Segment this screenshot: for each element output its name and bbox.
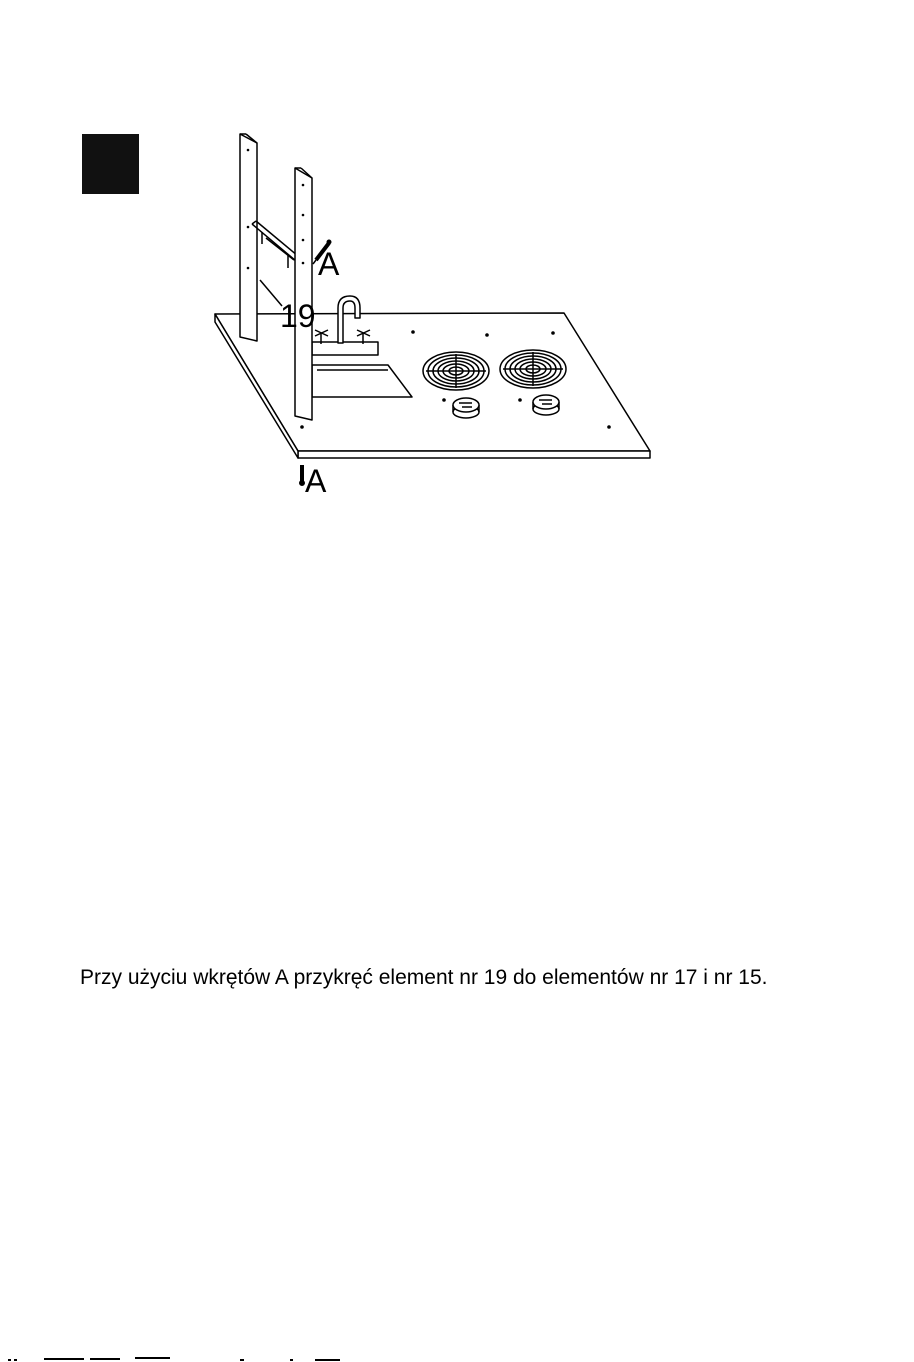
step-number-marker [82,134,139,194]
instruction-text: Przy użyciu wkrętów A przykręć element nr 19 do elementów nr 17 i nr 15. [80,966,768,989]
rear-panel [240,134,257,341]
burner-left [423,352,489,390]
assembly-diagram-svg [200,120,670,510]
part-19-leader [260,280,282,306]
screw-label-bottom: A [305,463,327,499]
element-19-rail [252,221,298,268]
countertop-front-edge [298,451,650,458]
screw-label-top: A [318,246,340,282]
knob-right [533,395,559,415]
burner-right [500,350,566,388]
page-edge-artifacts [0,1355,400,1362]
knob-left [453,398,479,418]
faucet-base [312,342,378,355]
part-number-label: 19 [280,298,316,334]
front-panel [295,168,312,420]
screw-a-bottom [300,465,305,486]
assembly-illustration [200,120,670,510]
